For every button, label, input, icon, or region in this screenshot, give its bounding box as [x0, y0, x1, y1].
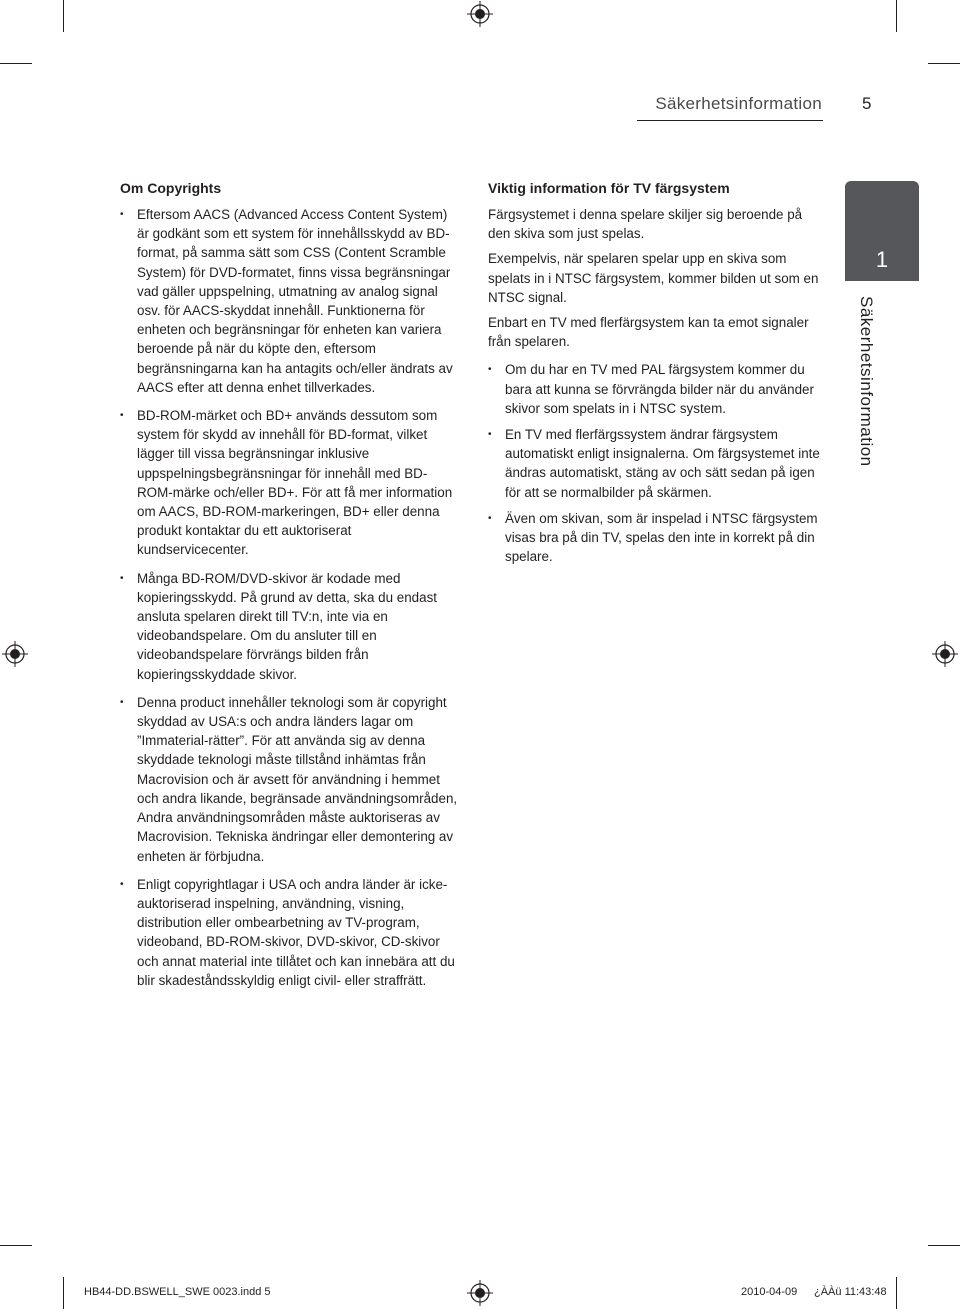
crop-mark [0, 63, 32, 64]
list-item: • Om du har en TV med PAL färgsystem kommer du bara att kunna se förvrängda bilder när du använder skivor som spelats in i NTSC system. [488, 360, 824, 418]
registration-mark-icon [467, 1, 493, 27]
section-heading: Viktig information för TV färgsystem [488, 180, 730, 196]
registration-mark-icon [2, 641, 28, 667]
crop-mark [896, 0, 897, 32]
crop-mark [928, 63, 960, 64]
copyright-section [120, 179, 462, 999]
list-item: • Även om skivan, som är inspelad i NTSC färgsystem visas bra på din TV, spelas den inte in korrekt på din spelare. [488, 509, 824, 567]
registration-mark-icon [932, 641, 958, 667]
color-system-list [488, 360, 824, 566]
paragraph: Exempelvis, när spelaren spelar upp en skiva som spelats in i NTSC färgsystem, kommer bilden ut som en NTSC signal. [488, 251, 819, 305]
crop-mark [928, 1245, 960, 1246]
crop-mark [63, 1277, 64, 1309]
chapter-label: Säkerhetsinformation [857, 296, 876, 467]
crop-mark [63, 0, 64, 32]
registration-mark-icon [467, 1280, 493, 1306]
footer-file: HB44-DD.BSWELL_SWE 0023.indd 5 [84, 1286, 271, 1298]
list-item: • Många BD-ROM/DVD-skivor är kodade med kopieringsskydd. På grund av detta, ska du endast ansluta spelaren direkt till TV:n, inte via en videobandspelare. Om du ansluter till en videobandspelare förvrängs bilden från kopieringsskyddade skivor. [120, 569, 462, 684]
list-item: • BD-ROM-märket och BD+ används dessutom som system för skydd av innehåll för BD-format, vilket lägger till vissa begränsningar inklusive uppspelningsbegränsningar för innehåll med BD-ROM-märke och/eller BD+. För att få mer information om AACS, BD-ROM-markeringen, BD+ eller denna produkt kontaktar du ett auktoriserat kundservicecenter. [120, 406, 462, 560]
list-item: • Enligt copyrightlagar i USA och andra länder är icke-auktoriserad inspelning, användning, visning, distribution eller ombearbetning av TV-program, videoband, BD-ROM-skivor, DVD-skivor, CD-skivor och annat material inte tillåtet och kan innebära att du blir skadeståndsskyldig enligt civil- eller straffrätt. [120, 875, 462, 990]
running-head: Säkerhetsinformation [655, 94, 822, 113]
page-number: 5 [862, 94, 872, 113]
chapter-number: 1 [875, 247, 889, 272]
footer-date: 2010-04-09 [741, 1286, 798, 1298]
copyright-list [120, 205, 462, 990]
footer-time: ¿ÀÀü 11:43:48 [814, 1286, 887, 1298]
paragraph: Färgsystemet i denna spelare skiljer sig beroende på den skiva som just spelas. [488, 207, 803, 242]
header-rule [637, 120, 823, 121]
crop-mark [0, 1245, 32, 1246]
list-item: • En TV med flerfärgssystem ändrar färgsystem automatiskt enligt insignalerna. Om färgsystemet inte ändras automatiskt, stäng av och sätt sedan på igen för att se normalbilder på skärmen. [488, 425, 824, 502]
section-heading: Om Copyrights [120, 180, 222, 196]
color-system-section [488, 179, 824, 573]
list-item: • Denna product innehåller teknologi som är copyright skyddad av USA:s och andra länders lagar om ”Immaterial-rätter”. För att använda sig av denna skyddade teknologi måste tillstånd inhämtas från Macrovision och är avsett för användning i hemmet och andra likande, begränsade användningsområden, Andra användningsområden måste auktoriseras av Macrovision. Tekniska ändringar eller demontering av enheten är förbjudna. [120, 693, 462, 866]
list-item: • Eftersom AACS (Advanced Access Content System) är godkänt som ett system för innehållsskydd av BD-format, på samma sätt som CSS (Content Scramble System) för DVD-formatet, finns vissa begränsningar vad gäller uppspelning, utmatning av analog signal osv. för AACS-skyddat innehåll. Funktionerna för enheten och begränsningar för enheten kan variera beroende på när du köpte den, eftersom begränsningarna kan ha antagits och/eller ändrats av AACS efter att denna enhet tillverkades. [120, 205, 462, 397]
paragraph: Enbart en TV med flerfärgsystem kan ta emot signaler från spelaren. [488, 315, 809, 350]
crop-mark [896, 1277, 897, 1309]
